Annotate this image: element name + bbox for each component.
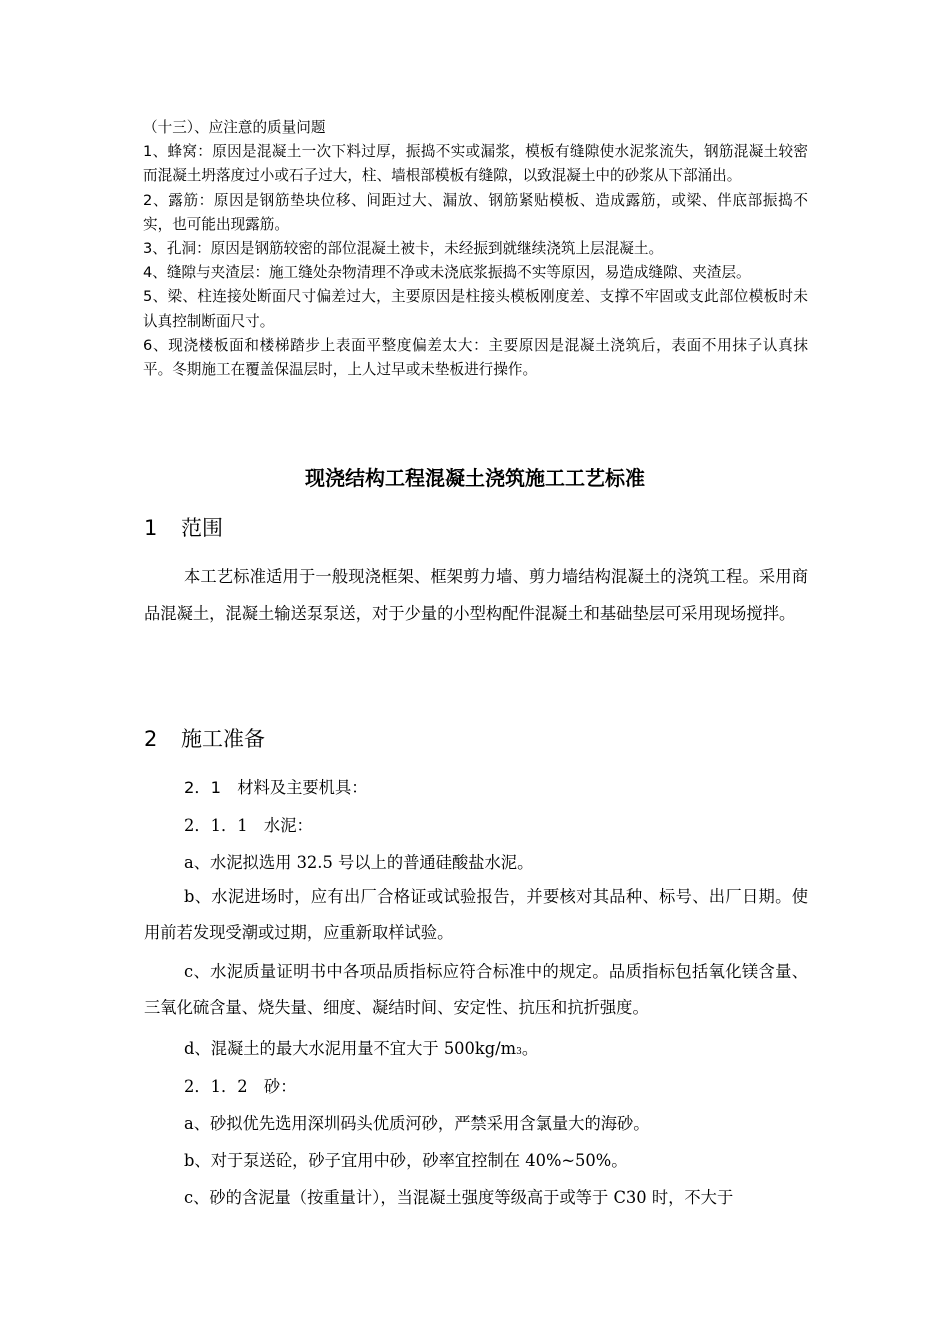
section-1-title: 范围 xyxy=(181,516,223,540)
quality-issues-section xyxy=(143,116,808,382)
document-title: 现浇结构工程混凝土浇筑施工工艺标准 xyxy=(305,466,645,490)
quality-item-4: 4、缝隙与夹渣层：施工缝处杂物清理不净或未浇底浆振捣不实等原因，易造成缝隙、夹渣层。 xyxy=(143,264,751,282)
sand-item-b: b、对于泵送砼，砂子宜用中砂，砂率宜控制在 40%~50%。 xyxy=(184,1151,628,1170)
section-1-text: 本工艺标准适用于一般现浇框架、框架剪力墙、剪力墙结构混凝土的浇筑工程。采用商品混凝土，混凝土输送泵泵送，对于少量的小型构配件混凝土和基础垫层可采用现场搅拌。 xyxy=(144,567,808,623)
sand-item-c: c、砂的含泥量（按重量计），当混凝土强度等级高于或等于 C30 时，不大于 xyxy=(184,1188,734,1207)
cement-item-b: b、水泥进场时，应有出厂合格证或试验报告，并要核对其品种、标号、出厂日期。使用前若发现受潮或过期，应重新取样试验。 xyxy=(144,887,808,942)
section-2-title: 施工准备 xyxy=(181,727,265,751)
section-1-heading xyxy=(144,512,223,544)
cement-item-d-end: 。 xyxy=(521,1039,539,1058)
cement-item-d-superscript: 3 xyxy=(516,1047,522,1057)
quality-item-1: 1、蜂窝：原因是混凝土一次下料过厚，振捣不实或漏浆，模板有缝隙使水泥浆流失，钢筋混凝土较密而混凝土坍落度过小或石子过大，柱、墙根部模板有缝隙，以致混凝土中的砂浆从下部涌出。 xyxy=(143,143,808,185)
sand-item-a: a、砂拟优先选用深圳码头优质河砂，严禁采用含氯量大的海砂。 xyxy=(184,1114,650,1133)
subsection-2-1-heading: 2．1 材料及主要机具： xyxy=(184,778,368,797)
quality-item-2: 2、露筋：原因是钢筋垫块位移、间距过大、漏放、钢筋紧贴模板、造成露筋，或梁、伴底部振捣不实，也可能出现露筋。 xyxy=(143,191,808,233)
cement-item-a: a、水泥拟选用 32.5 号以上的普通硅酸盐水泥。 xyxy=(184,853,534,872)
cement-item-d-text: d、混凝土的最大水泥用量不宜大于 500kg/m xyxy=(184,1039,517,1058)
subsection-2-1-2-heading: 2．1．2 砂： xyxy=(184,1077,297,1096)
section-1-number: 1 xyxy=(144,516,158,540)
cement-item-c: c、水泥质量证明书中各项品质指标应符合标准中的规定。品质指标包括氧化镁含量、三氧化硫含量、烧失量、细度、凝结时间、安定性、抗压和抗折强度。 xyxy=(144,962,808,1017)
section-2-number: 2 xyxy=(144,727,158,751)
subsection-2-1-1-heading: 2．1．1 水泥： xyxy=(184,816,313,835)
cement-item-d xyxy=(184,1036,538,1065)
quality-heading: （十三）、应注意的质量问题 xyxy=(143,119,326,136)
quality-item-5: 5、梁、柱连接处断面尺寸偏差过大，主要原因是柱接头模板刚度差、支撑不牢固或支此部位模板时未认真控制断面尺寸。 xyxy=(143,288,808,330)
quality-item-3: 3、孔洞：原因是钢筋较密的部位混凝土被卡，未经振到就继续浇筑上层混凝土。 xyxy=(143,240,664,258)
section-2-heading xyxy=(144,723,265,755)
quality-item-6: 6、现浇楼板面和楼梯踏步上表面平整度偏差太大：主要原因是混凝土浇筑后，表面不用抹子认真抹平。冬期施工在覆盖保温层时，上人过早或未垫板进行操作。 xyxy=(143,336,808,379)
